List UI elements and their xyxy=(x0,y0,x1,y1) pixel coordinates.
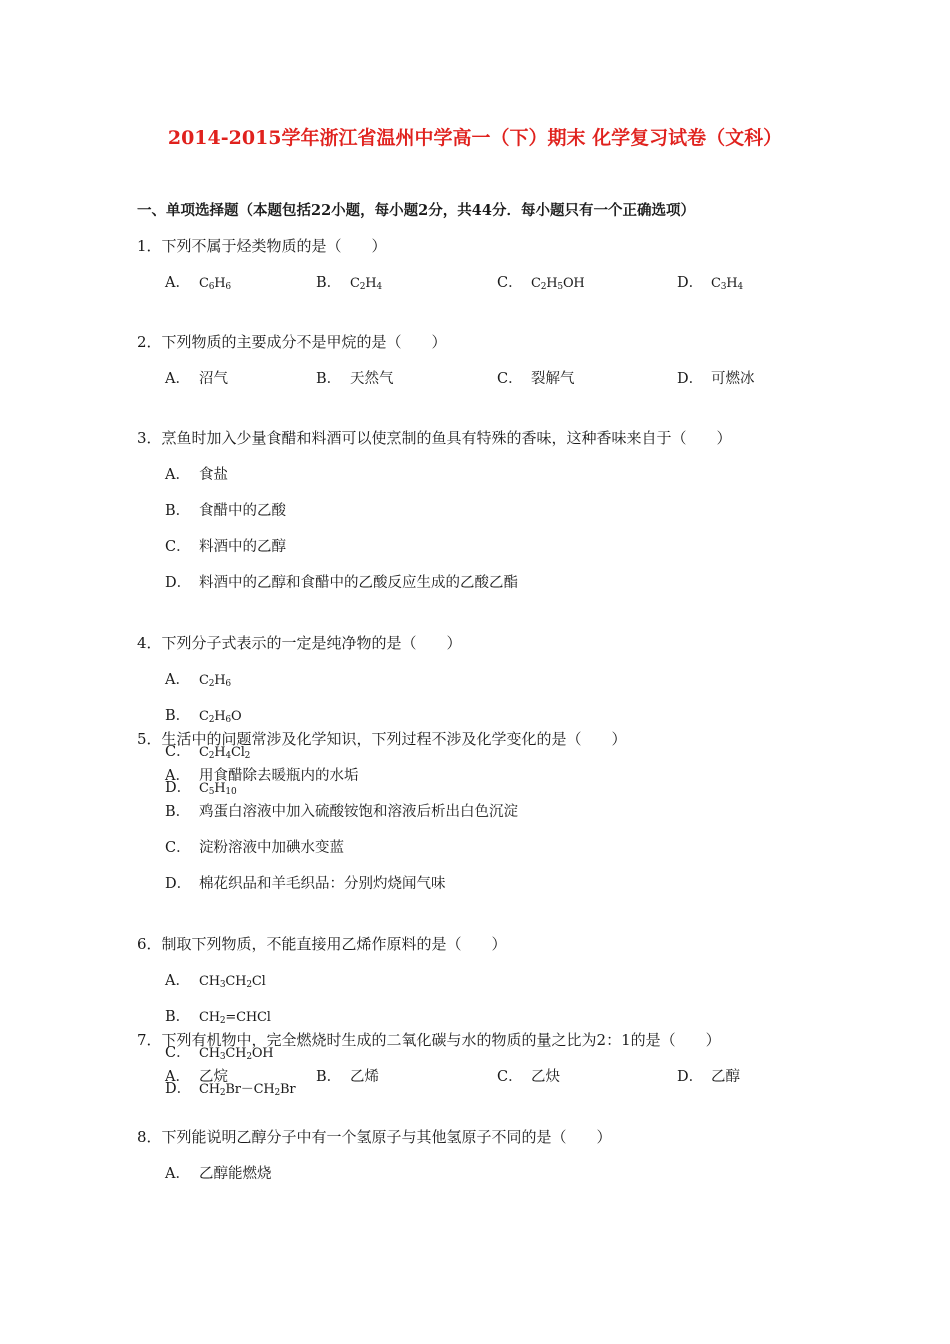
exam-title: 2014-2015学年浙江省温州中学高一（下）期末 化学复习试卷（文科） xyxy=(167,127,783,149)
option-text: $C_2H_6$ xyxy=(199,673,231,689)
option-b xyxy=(316,1065,379,1086)
option-label: A． xyxy=(165,973,190,989)
option-a xyxy=(165,668,231,689)
option-d xyxy=(165,571,518,592)
option-b xyxy=(316,271,382,292)
option-label: B． xyxy=(316,1069,342,1085)
question-stem: 2．下列物质的主要成分不是甲烷的是（ ） xyxy=(137,333,447,351)
option-text: 乙烯 xyxy=(350,1069,379,1085)
section-heading: 一、单项选择题（本题包括22小题，每小题2分，共44分．每小题只有一个正确选项） xyxy=(137,202,695,219)
option-text: 料酒中的乙醇 xyxy=(199,539,286,555)
option-text: $C_5H_{10}$ xyxy=(199,781,237,797)
option-label: B． xyxy=(165,503,191,519)
option-d xyxy=(677,367,755,388)
option-label: C． xyxy=(165,1045,191,1061)
option-c xyxy=(497,271,585,292)
question-stem: 8．下列能说明乙醇分子中有一个氢原子与其他氢原子不同的是（ ） xyxy=(137,1128,612,1146)
option-label: A． xyxy=(165,672,190,688)
option-c xyxy=(497,367,575,388)
option-label: D． xyxy=(165,575,192,591)
option-label: D． xyxy=(677,371,704,387)
question-stem: 4．下列分子式表示的一定是纯净物的是（ ） xyxy=(137,634,462,652)
option-b xyxy=(165,704,241,725)
option-b xyxy=(165,1005,271,1026)
option-label: A． xyxy=(165,1166,190,1182)
option-label: B． xyxy=(165,804,191,820)
question-stem: 3．烹鱼时加入少量食醋和料酒可以使烹制的鱼具有特殊的香味，这种香味来自于（ ） xyxy=(137,429,732,447)
option-label: D． xyxy=(677,275,704,291)
question-stem: 1．下列不属于烃类物质的是（ ） xyxy=(137,237,387,255)
option-d xyxy=(165,872,446,893)
option-label: A． xyxy=(165,275,190,291)
option-a xyxy=(165,969,266,990)
option-label: C． xyxy=(497,275,523,291)
question-stem: 5．生活中的问题常涉及化学知识，下列过程不涉及化学变化的是（ ） xyxy=(137,730,627,748)
option-label: C． xyxy=(165,840,191,856)
option-c xyxy=(165,836,344,857)
option-text: 天然气 xyxy=(350,371,394,387)
option-text: $C_2H_6O$ xyxy=(199,709,242,725)
option-text: $C_3H_4$ xyxy=(711,276,743,292)
option-text: 可燃冰 xyxy=(711,371,755,387)
option-label: C． xyxy=(497,1069,523,1085)
option-label: A． xyxy=(165,1069,190,1085)
option-label: C． xyxy=(165,539,191,555)
option-label: D． xyxy=(165,780,192,796)
option-text: 沼气 xyxy=(199,371,228,387)
option-label: B． xyxy=(165,708,191,724)
option-a xyxy=(165,1162,272,1183)
option-label: B． xyxy=(165,1009,191,1025)
option-label: D． xyxy=(165,1081,192,1097)
option-label: D． xyxy=(165,876,192,892)
option-d xyxy=(677,1065,740,1086)
question-stem: 6．制取下列物质，不能直接用乙烯作原料的是（ ） xyxy=(137,935,507,953)
option-b xyxy=(165,499,286,520)
option-b xyxy=(165,800,518,821)
option-text: 鸡蛋白溶液中加入硫酸铵饱和溶液后析出白色沉淀 xyxy=(199,804,518,820)
option-a xyxy=(165,764,359,785)
option-text: $CH_3CH_2OH$ xyxy=(199,1046,274,1062)
option-text: 淀粉溶液中加碘水变蓝 xyxy=(199,840,344,856)
option-label: B． xyxy=(316,275,342,291)
option-b xyxy=(316,367,394,388)
option-text: 用食醋除去暖瓶内的水垢 xyxy=(199,768,359,784)
option-a xyxy=(165,367,228,388)
option-a xyxy=(165,1065,228,1086)
option-c xyxy=(165,535,286,556)
option-label: D． xyxy=(677,1069,704,1085)
option-label: C． xyxy=(165,744,191,760)
option-text: $C_6H_6$ xyxy=(199,276,231,292)
option-text: 乙炔 xyxy=(531,1069,560,1085)
option-a xyxy=(165,271,231,292)
option-label: A． xyxy=(165,768,190,784)
option-text: $C_2H_4$ xyxy=(350,276,382,292)
option-label: B． xyxy=(316,371,342,387)
option-d xyxy=(677,271,743,292)
option-text: 乙醇 xyxy=(711,1069,740,1085)
option-text: $CH_2Br-CH_2Br$ xyxy=(199,1082,296,1098)
option-text: 料酒中的乙醇和食醋中的乙酸反应生成的乙酸乙酯 xyxy=(199,575,518,591)
option-text: $CH_2=CHCl$ xyxy=(199,1010,271,1026)
option-text: $CH_3CH_2Cl$ xyxy=(199,974,266,990)
option-label: C． xyxy=(497,371,523,387)
option-text: 乙醇能燃烧 xyxy=(199,1166,272,1182)
option-text: 乙烷 xyxy=(199,1069,228,1085)
option-text: $C_2H_5OH$ xyxy=(531,276,585,292)
option-text: 食醋中的乙酸 xyxy=(199,503,286,519)
option-c xyxy=(497,1065,560,1086)
option-text: 食盐 xyxy=(199,467,228,483)
option-label: A． xyxy=(165,467,190,483)
option-text: $C_2H_4Cl_2$ xyxy=(199,745,251,761)
option-text: 棉花织品和羊毛织品：分别灼烧闻气味 xyxy=(199,876,446,892)
question-stem: 7．下列有机物中，完全燃烧时生成的二氧化碳与水的物质的量之比为2：1的是（ ） xyxy=(137,1031,721,1049)
option-a xyxy=(165,463,228,484)
option-text: 裂解气 xyxy=(531,371,575,387)
option-label: A． xyxy=(165,371,190,387)
